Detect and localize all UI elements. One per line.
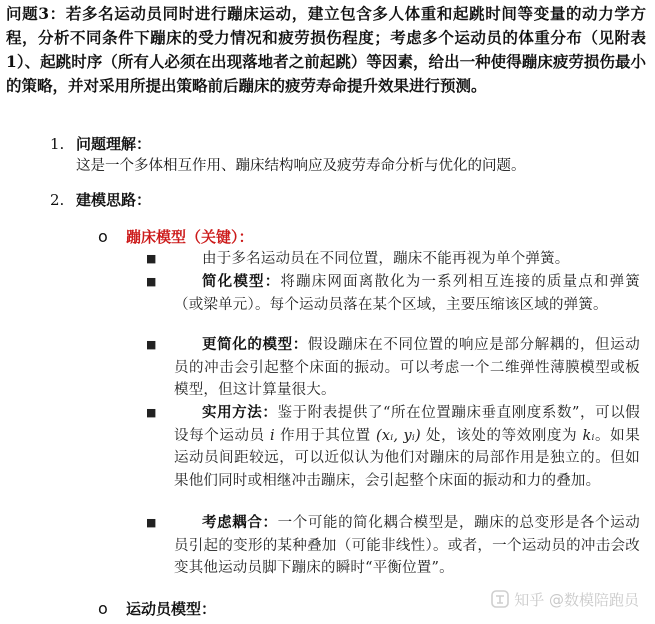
point-lead: 简化模型： [202, 273, 281, 290]
square-bullet-icon: ■ [146, 516, 157, 529]
outline-heading: 建模思路： [76, 191, 152, 209]
square-bullet-icon: ■ [146, 406, 157, 419]
point-text: 作用于其位置 [280, 427, 371, 444]
point-text: 。如果运动员间距较远，可以近似认为他们对蹦床的局部作用是独立的。但如果他们同时或相继冲击蹦床，会引起整个床面的振动和力的叠加。 [174, 427, 640, 489]
square-bullet-icon: ■ [146, 252, 157, 265]
point-more-simplified-model [146, 334, 640, 402]
outline-heading: 问题理解： [76, 135, 152, 153]
point-text: 由于多名运动员在不同位置，蹦床不能再视为单个弹簧。 [202, 251, 570, 267]
point-multi-positions [146, 248, 640, 271]
circle-bullet-icon: o [98, 599, 108, 618]
point-text: 将蹦床网面离散化为一系列相互连接的质量点和弹簧（或梁单元）。每个运动员落在某个区域，主要压缩该区域的弹簧。 [174, 274, 640, 313]
problem-statement: 问题3：若多名运动员同时进行蹦床运动，建立包含多人体重和起跳时间等变量的动力学方程，分析不同条件下蹦床的受力情况和疲劳损伤程度；考虑多个运动员的体重分布（见附表1）、起跳时序（所有人必须在出现落地者之前起跳）等因素，给出一种使得蹦床疲劳损伤最小的策略，并对采用所提出策略前后蹦床的疲劳寿命提升效果进行预测。 [6, 4, 646, 95]
math-position: (xᵢ, yᵢ) [376, 427, 421, 444]
point-lead: 实用方法： [202, 404, 278, 421]
outline-item-understanding [50, 133, 640, 181]
athlete-model-title: 运动员模型： [126, 600, 217, 618]
point-simplified-model [146, 271, 640, 316]
outline-number: 2. [50, 191, 65, 209]
point-practical-method [146, 402, 641, 492]
outline-item-modeling [50, 189, 640, 213]
outline-number: 1. [50, 135, 65, 153]
trampoline-model-title: 蹦床模型（关键）： [126, 228, 254, 246]
circle-bullet-icon: o [98, 227, 108, 246]
point-text: 假设蹦床在不同位置的响应是部分解耦的，但运动员的冲击会引起整个床面的振动。可以考虑一个二维弹性薄膜模型或板模型，但这计算量很大。 [174, 337, 640, 398]
square-bullet-icon: ■ [146, 275, 157, 288]
outline-body: 这是一个多体相互作用、蹦床结构响应及疲劳寿命分析与优化的问题。 [76, 158, 526, 174]
point-text: 处，该处的等效刚度为 [426, 427, 578, 444]
watermark [491, 589, 639, 610]
point-lead: 更简化的模型： [202, 336, 308, 353]
square-bullet-icon: ■ [146, 338, 157, 351]
math-symbol-i: i [269, 427, 275, 444]
point-lead: 考虑耦合： [202, 514, 278, 531]
zhihu-logo-icon [491, 590, 509, 608]
watermark-text: 知乎 @数模陪跑员 [514, 591, 639, 609]
point-text: 一个可能的简化耦合模型是，蹦床的总变形是各个运动员引起的变形的某种叠加（可能非线性）。或者，一个运动员的冲击会改变其他运动员脚下蹦床的瞬时“平衡位置”。 [174, 515, 640, 576]
math-stiffness-k: kᵢ [582, 427, 595, 444]
point-coupling [146, 512, 640, 580]
point-text: 鉴于附表提供了“所在位置蹦床垂直刚度系数”，可以假设每个运动员 [174, 405, 641, 444]
